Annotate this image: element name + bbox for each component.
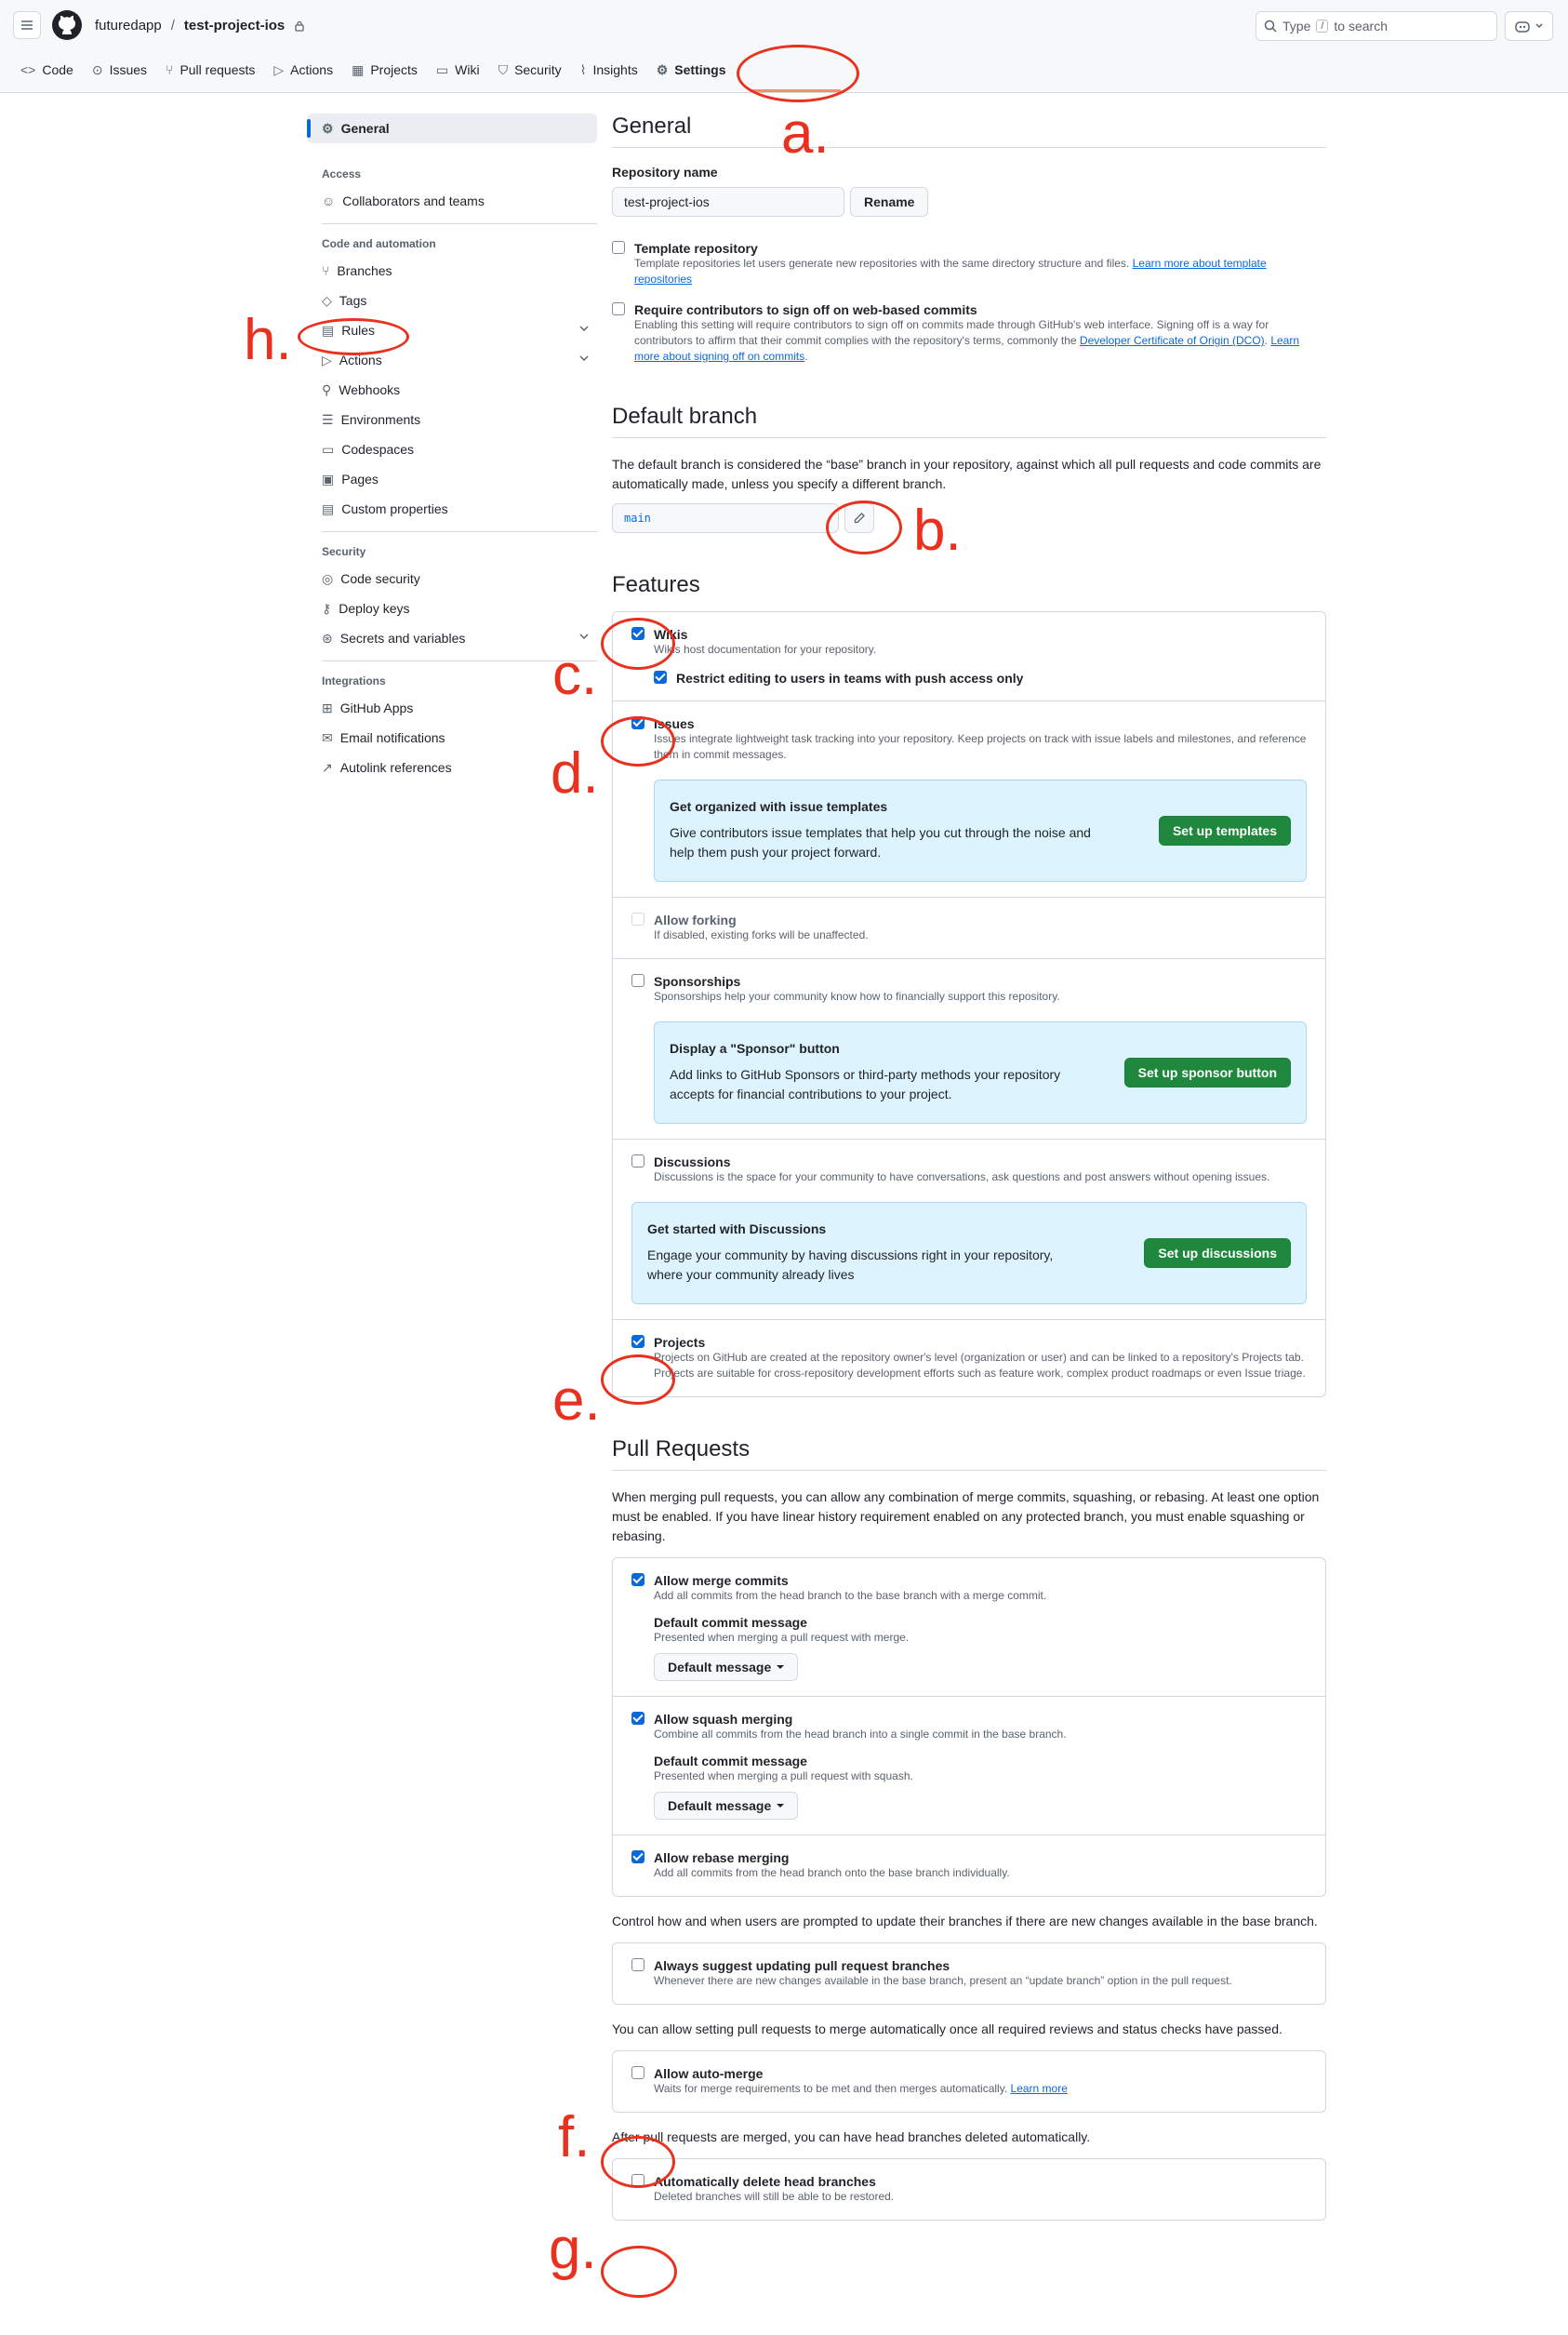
tab-label: Security — [514, 62, 562, 77]
sidebar-item-code-security[interactable] — [307, 564, 597, 594]
repo-name-label: Repository name — [612, 165, 718, 180]
tab-settings[interactable] — [649, 58, 734, 82]
annotation-label-d: d. — [551, 741, 599, 806]
annotation-label-e: e. — [552, 1368, 601, 1433]
sidebar-item-label: Actions — [339, 353, 382, 367]
sidebar-item-webhooks[interactable] — [307, 375, 597, 405]
tab-actions[interactable] — [266, 58, 340, 82]
pull-request-icon: ⑂ — [166, 62, 174, 77]
repo-name-input[interactable]: test-project-ios — [612, 187, 844, 217]
annotation-circle-g — [601, 2246, 677, 2298]
annotation-circle-e — [601, 1354, 675, 1405]
play-icon: ▷ — [322, 352, 332, 367]
squash-title: Allow squash merging — [654, 1712, 793, 1727]
wikis-desc: Wikis host documentation for your repository. — [654, 643, 877, 656]
tab-label: Insights — [592, 62, 638, 77]
suggest-update-desc: Whenever there are new changes available in the base branch, present an “update branch” option in the pull request. — [654, 1974, 1232, 1987]
tab-label: Projects — [370, 62, 418, 77]
squash-default-msg-label: Default commit message — [654, 1754, 807, 1768]
sidebar-item-label: Collaborators and teams — [342, 193, 485, 208]
sidebar-item-label: Webhooks — [339, 382, 401, 397]
tab-label: Code — [42, 62, 73, 77]
template-learn-more-link[interactable]: Learn more about template repositories — [634, 257, 1267, 286]
sponsor-promo-title: Display a "Sponsor" button — [670, 1041, 840, 1056]
projects-checkbox[interactable] — [631, 1335, 644, 1348]
chevron-down-icon — [578, 631, 590, 642]
sidebar-item-label: Rules — [341, 323, 376, 338]
apps-icon: ⊞ — [322, 700, 333, 715]
merge-options-box — [612, 1557, 1326, 1897]
sidebar-item-environments[interactable] — [307, 405, 597, 434]
settings-main — [612, 113, 1326, 2221]
features-box — [612, 611, 1326, 1397]
sponsorships-checkbox[interactable] — [631, 974, 644, 987]
repo-tabs — [13, 58, 734, 82]
discussions-promo-desc: Engage your community by having discussions right in your repository, where your community already lives — [647, 1248, 1054, 1282]
automerge-checkbox[interactable] — [631, 2066, 644, 2079]
forking-checkbox — [631, 913, 644, 926]
search-shortcut-key: / — [1316, 20, 1328, 33]
annotation-circle-c — [601, 618, 675, 670]
sidebar-heading-security: Security — [322, 545, 366, 558]
issues-promo-desc: Give contributors issue templates that help you cut through the noise and help them push your project forward. — [670, 825, 1091, 860]
tab-issues[interactable] — [85, 58, 154, 82]
general-heading: General — [612, 113, 1326, 148]
copilot-button[interactable] — [1505, 11, 1553, 41]
chevron-down-icon — [1535, 22, 1543, 30]
annotation-label-f: f. — [558, 2105, 591, 2169]
sidebar-item-label: Secrets and variables — [339, 631, 466, 646]
default-branch-value: main — [612, 503, 839, 533]
merge-commit-desc: Add all commits from the head branch to the base branch with a merge commit. — [654, 1589, 1047, 1602]
wikis-option — [613, 612, 1325, 701]
graph-icon: ⌇ — [579, 61, 587, 77]
sidebar-item-codespaces[interactable] — [307, 434, 597, 464]
tag-icon: ◇ — [322, 292, 332, 308]
suggest-update-box — [612, 1942, 1326, 2005]
pr-intro: When merging pull requests, you can allow any combination of merge commits, squashing, or rebasing. At least one option must be enabled. If you have linear history requirement enabled on any protected branch, you must enable squashing or rebasing. — [612, 1489, 1320, 1543]
sidebar-item-label: Autolink references — [339, 760, 452, 775]
projects-option — [613, 1320, 1325, 1396]
automerge-box — [612, 2050, 1326, 2113]
sidebar-item-collaborators[interactable] — [307, 186, 597, 216]
projects-desc: Projects on GitHub are created at the repository owner's level (organization or user) and can be linked to a repository's Projects tab. Projects are suitable for cross-repository development efforts such as feature work, complex product roadmaps or even Issue triage. — [654, 1351, 1306, 1380]
rebase-title: Allow rebase merging — [654, 1850, 790, 1865]
default-branch-desc: The default branch is considered the “base” branch in your repository, against which all pull requests and code commits are automatically made, unless you specify a different branch. — [612, 457, 1322, 491]
chevron-down-icon — [578, 323, 590, 334]
issues-option — [613, 701, 1325, 898]
search-suffix: to search — [1334, 19, 1389, 33]
sidebar-item-label: Pages — [341, 472, 379, 487]
book-icon: ▭ — [435, 61, 449, 77]
discussions-promo — [631, 1202, 1307, 1304]
repo-link[interactable]: test-project-ios — [183, 18, 286, 33]
rules-icon: ▤ — [322, 322, 335, 338]
wikis-title: Wikis — [654, 627, 688, 642]
sidebar-item-label: Environments — [340, 412, 421, 427]
branch-icon: ⑂ — [322, 263, 330, 278]
webhook-icon: ⚲ — [322, 381, 332, 397]
sidebar-item-label: General — [340, 121, 390, 136]
signoff-checkbox[interactable] — [612, 302, 625, 315]
sponsorships-title: Sponsorships — [654, 974, 741, 989]
annotation-label-h: h. — [244, 308, 292, 372]
forking-title: Allow forking — [654, 913, 737, 927]
sidebar-item-label: Custom properties — [341, 501, 448, 516]
asterisk-icon: ⊛ — [322, 630, 333, 646]
issues-desc: Issues integrate lightweight task tracking into your repository. Keep projects on track with issue labels and milestones, and reference them in commit messages. — [654, 732, 1307, 761]
merge-default-msg-desc: Presented when merging a pull request with merge. — [654, 1631, 910, 1644]
search-icon — [1264, 20, 1277, 33]
sponsorships-option — [613, 959, 1325, 1140]
squash-checkbox[interactable] — [631, 1712, 644, 1725]
breadcrumb — [95, 18, 305, 33]
sidebar-heading-code: Code and automation — [322, 237, 436, 250]
squash-option — [613, 1697, 1325, 1835]
automerge-desc: Waits for merge requirements to be met and then merges automatically. — [654, 2082, 1008, 2095]
sponsor-promo — [654, 1021, 1307, 1124]
github-logo-icon[interactable] — [52, 10, 82, 40]
annotation-circle-h — [298, 318, 409, 355]
tab-wiki[interactable] — [429, 58, 487, 82]
discussions-desc: Discussions is the space for your community to have conversations, ask questions and post answers without opening issues. — [654, 1170, 1270, 1183]
gear-icon: ⚙ — [322, 120, 334, 136]
template-checkbox[interactable] — [612, 241, 625, 254]
sidebar-item-label: Codespaces — [341, 442, 415, 457]
breadcrumb-separator: / — [170, 18, 175, 33]
code-icon: <> — [20, 62, 36, 77]
automerge-learn-more-link[interactable]: Learn more — [1010, 2082, 1068, 2095]
automerge-intro: You can allow setting pull requests to merge automatically once all required reviews and status checks have passed. — [612, 2021, 1282, 2036]
annotation-label-g: g. — [549, 2217, 597, 2281]
projects-title: Projects — [654, 1335, 706, 1350]
tab-pull-requests[interactable] — [158, 58, 262, 82]
sidebar-item-label: Email notifications — [339, 730, 445, 745]
merge-commit-checkbox[interactable] — [631, 1573, 644, 1586]
signoff-learn-more-link[interactable]: Learn more about signing off on commits — [634, 334, 1300, 363]
issues-promo-title: Get organized with issue templates — [670, 799, 888, 814]
sidebar-item-deploy-keys[interactable] — [307, 594, 597, 623]
cross-reference-icon: ↗ — [322, 759, 333, 775]
signoff-desc: Enabling this setting will require contributors to sign off on commits made through GitHub's web interface. Signing off is a way for contributors to affirm that their commit complies with the repository's terms, commonly the — [634, 318, 1269, 347]
codescan-icon: ◎ — [322, 570, 334, 586]
rebase-desc: Add all commits from the head branch onto the base branch individually. — [654, 1866, 1010, 1879]
merge-commit-option — [613, 1558, 1325, 1697]
sidebar-item-label: GitHub Apps — [339, 700, 414, 715]
discussions-promo-title: Get started with Discussions — [647, 1221, 827, 1236]
update-intro: Control how and when users are prompted to update their branches if there are new changes available in the base branch. — [612, 1914, 1318, 1928]
sidebar-item-pages[interactable] — [307, 464, 597, 494]
key-icon: ⚷ — [322, 600, 332, 616]
features-heading: Features — [612, 572, 700, 597]
play-icon: ▷ — [273, 61, 285, 77]
default-branch-heading: Default branch — [612, 404, 1326, 438]
restrict-checkbox[interactable] — [654, 671, 667, 684]
template-title: Template repository — [634, 241, 758, 256]
discussions-option — [613, 1140, 1325, 1320]
setup-sponsor-button[interactable]: Set up sponsor button — [1124, 1058, 1291, 1087]
table-icon: ▦ — [352, 61, 365, 77]
sidebar-heading-integrations: Integrations — [322, 674, 386, 687]
squash-desc: Combine all commits from the head branch into a single commit in the base branch. — [654, 1728, 1067, 1741]
note-icon: ▤ — [322, 500, 335, 516]
rebase-option — [613, 1835, 1325, 1896]
sidebar-item-label: Branches — [337, 263, 392, 278]
codespaces-icon: ▭ — [322, 441, 335, 457]
forking-desc: If disabled, existing forks will be unaffected. — [654, 928, 869, 941]
annotation-label-c: c. — [552, 643, 598, 707]
owner-link[interactable]: futuredapp — [95, 18, 162, 33]
annotation-circle-d — [601, 716, 675, 767]
squash-default-msg-desc: Presented when merging a pull request with squash. — [654, 1769, 913, 1782]
sidebar-item-branches[interactable] — [307, 256, 597, 286]
server-icon: ☰ — [322, 411, 334, 427]
merge-commit-title: Allow merge commits — [654, 1573, 789, 1588]
people-icon: ☺ — [322, 193, 336, 208]
template-desc: Template repositories let users generate new repositories with the same directory structure and files. — [634, 257, 1130, 270]
chevron-down-icon — [578, 353, 590, 364]
annotation-label-a: a. — [781, 101, 830, 166]
menu-button[interactable] — [13, 11, 41, 39]
browser-icon: ▣ — [322, 471, 335, 487]
tab-label: Issues — [109, 62, 148, 77]
gear-icon: ⚙ — [656, 61, 669, 77]
tab-label: Wiki — [455, 62, 480, 77]
template-option — [612, 241, 1326, 287]
tab-insights[interactable] — [573, 58, 645, 82]
sidebar-item-tags[interactable] — [307, 286, 597, 315]
mail-icon: ✉ — [322, 729, 333, 745]
rename-button[interactable]: Rename — [850, 187, 928, 217]
rebase-checkbox[interactable] — [631, 1850, 644, 1863]
sidebar-item-custom-properties[interactable] — [307, 494, 597, 524]
sponsor-promo-desc: Add links to GitHub Sponsors or third-party methods your repository accepts for financial contributions to your project. — [670, 1067, 1061, 1101]
hamburger-icon — [20, 18, 34, 33]
tab-label: Settings — [674, 62, 726, 77]
search-input[interactable] — [1256, 11, 1497, 41]
annotation-circle-b — [826, 500, 902, 554]
issues-promo — [654, 780, 1307, 882]
issue-icon: ⊙ — [91, 61, 103, 77]
forking-option — [613, 898, 1325, 959]
issues-title: Issues — [654, 716, 695, 731]
signoff-title: Require contributors to sign off on web-based commits — [634, 302, 977, 317]
annotation-label-b: b. — [913, 499, 962, 563]
setup-templates-button[interactable]: Set up templates — [1159, 816, 1291, 846]
sidebar-item-general[interactable] — [307, 113, 597, 143]
annotation-circle-f — [601, 2136, 675, 2188]
restrict-title: Restrict editing to users in teams with push access only — [676, 671, 1024, 686]
sidebar-item-label: Tags — [339, 293, 367, 308]
tab-label: Actions — [290, 62, 334, 77]
delete-branch-box — [612, 2158, 1326, 2221]
tab-code[interactable] — [13, 58, 81, 82]
squash-default-message-dropdown[interactable]: Default message — [654, 1792, 798, 1820]
discussions-checkbox[interactable] — [631, 1154, 644, 1168]
merge-default-message-dropdown[interactable]: Default message — [654, 1653, 798, 1681]
tab-label: Pull requests — [179, 62, 256, 77]
tab-security[interactable] — [491, 58, 569, 82]
delete-branch-desc: Deleted branches will still be able to be restored. — [654, 2190, 895, 2203]
delete-branch-intro: After pull requests are merged, you can have head branches deleted automatically. — [612, 2129, 1091, 2144]
sidebar-item-label: Deploy keys — [339, 601, 410, 616]
sponsorships-desc: Sponsorships help your community know how to financially support this repository. — [654, 990, 1060, 1003]
dco-link[interactable]: Developer Certificate of Origin (DCO) — [1079, 334, 1265, 347]
automerge-title: Allow auto-merge — [654, 2066, 764, 2081]
search-prefix: Type — [1282, 19, 1311, 33]
setup-discussions-button[interactable]: Set up discussions — [1144, 1238, 1291, 1268]
annotation-circle-a — [737, 45, 859, 102]
pull-requests-heading: Pull Requests — [612, 1436, 1326, 1471]
shield-icon: ⛉ — [498, 61, 509, 77]
signoff-option: Require contributors to sign off on web-based commits Enabling this setting will require contributors to sign off on commits made through GitHub's web interface. Signing off is a way for contributors to affirm that their commit complies with the repository's terms, commonly the Developer Certificate of Origin (DCO). Learn more about signing off on commits. — [612, 302, 1326, 365]
copilot-icon — [1515, 20, 1530, 33]
sidebar-heading-access: Access — [322, 167, 362, 180]
discussions-title: Discussions — [654, 1154, 731, 1169]
suggest-update-title: Always suggest updating pull request branches — [654, 1958, 950, 1973]
lock-icon — [294, 20, 305, 32]
sidebar-item-label: Code security — [340, 571, 420, 586]
tab-projects[interactable] — [344, 58, 425, 82]
merge-default-msg-label: Default commit message — [654, 1615, 807, 1630]
suggest-update-checkbox[interactable] — [631, 1958, 644, 1971]
delete-branch-title: Automatically delete head branches — [654, 2174, 876, 2189]
